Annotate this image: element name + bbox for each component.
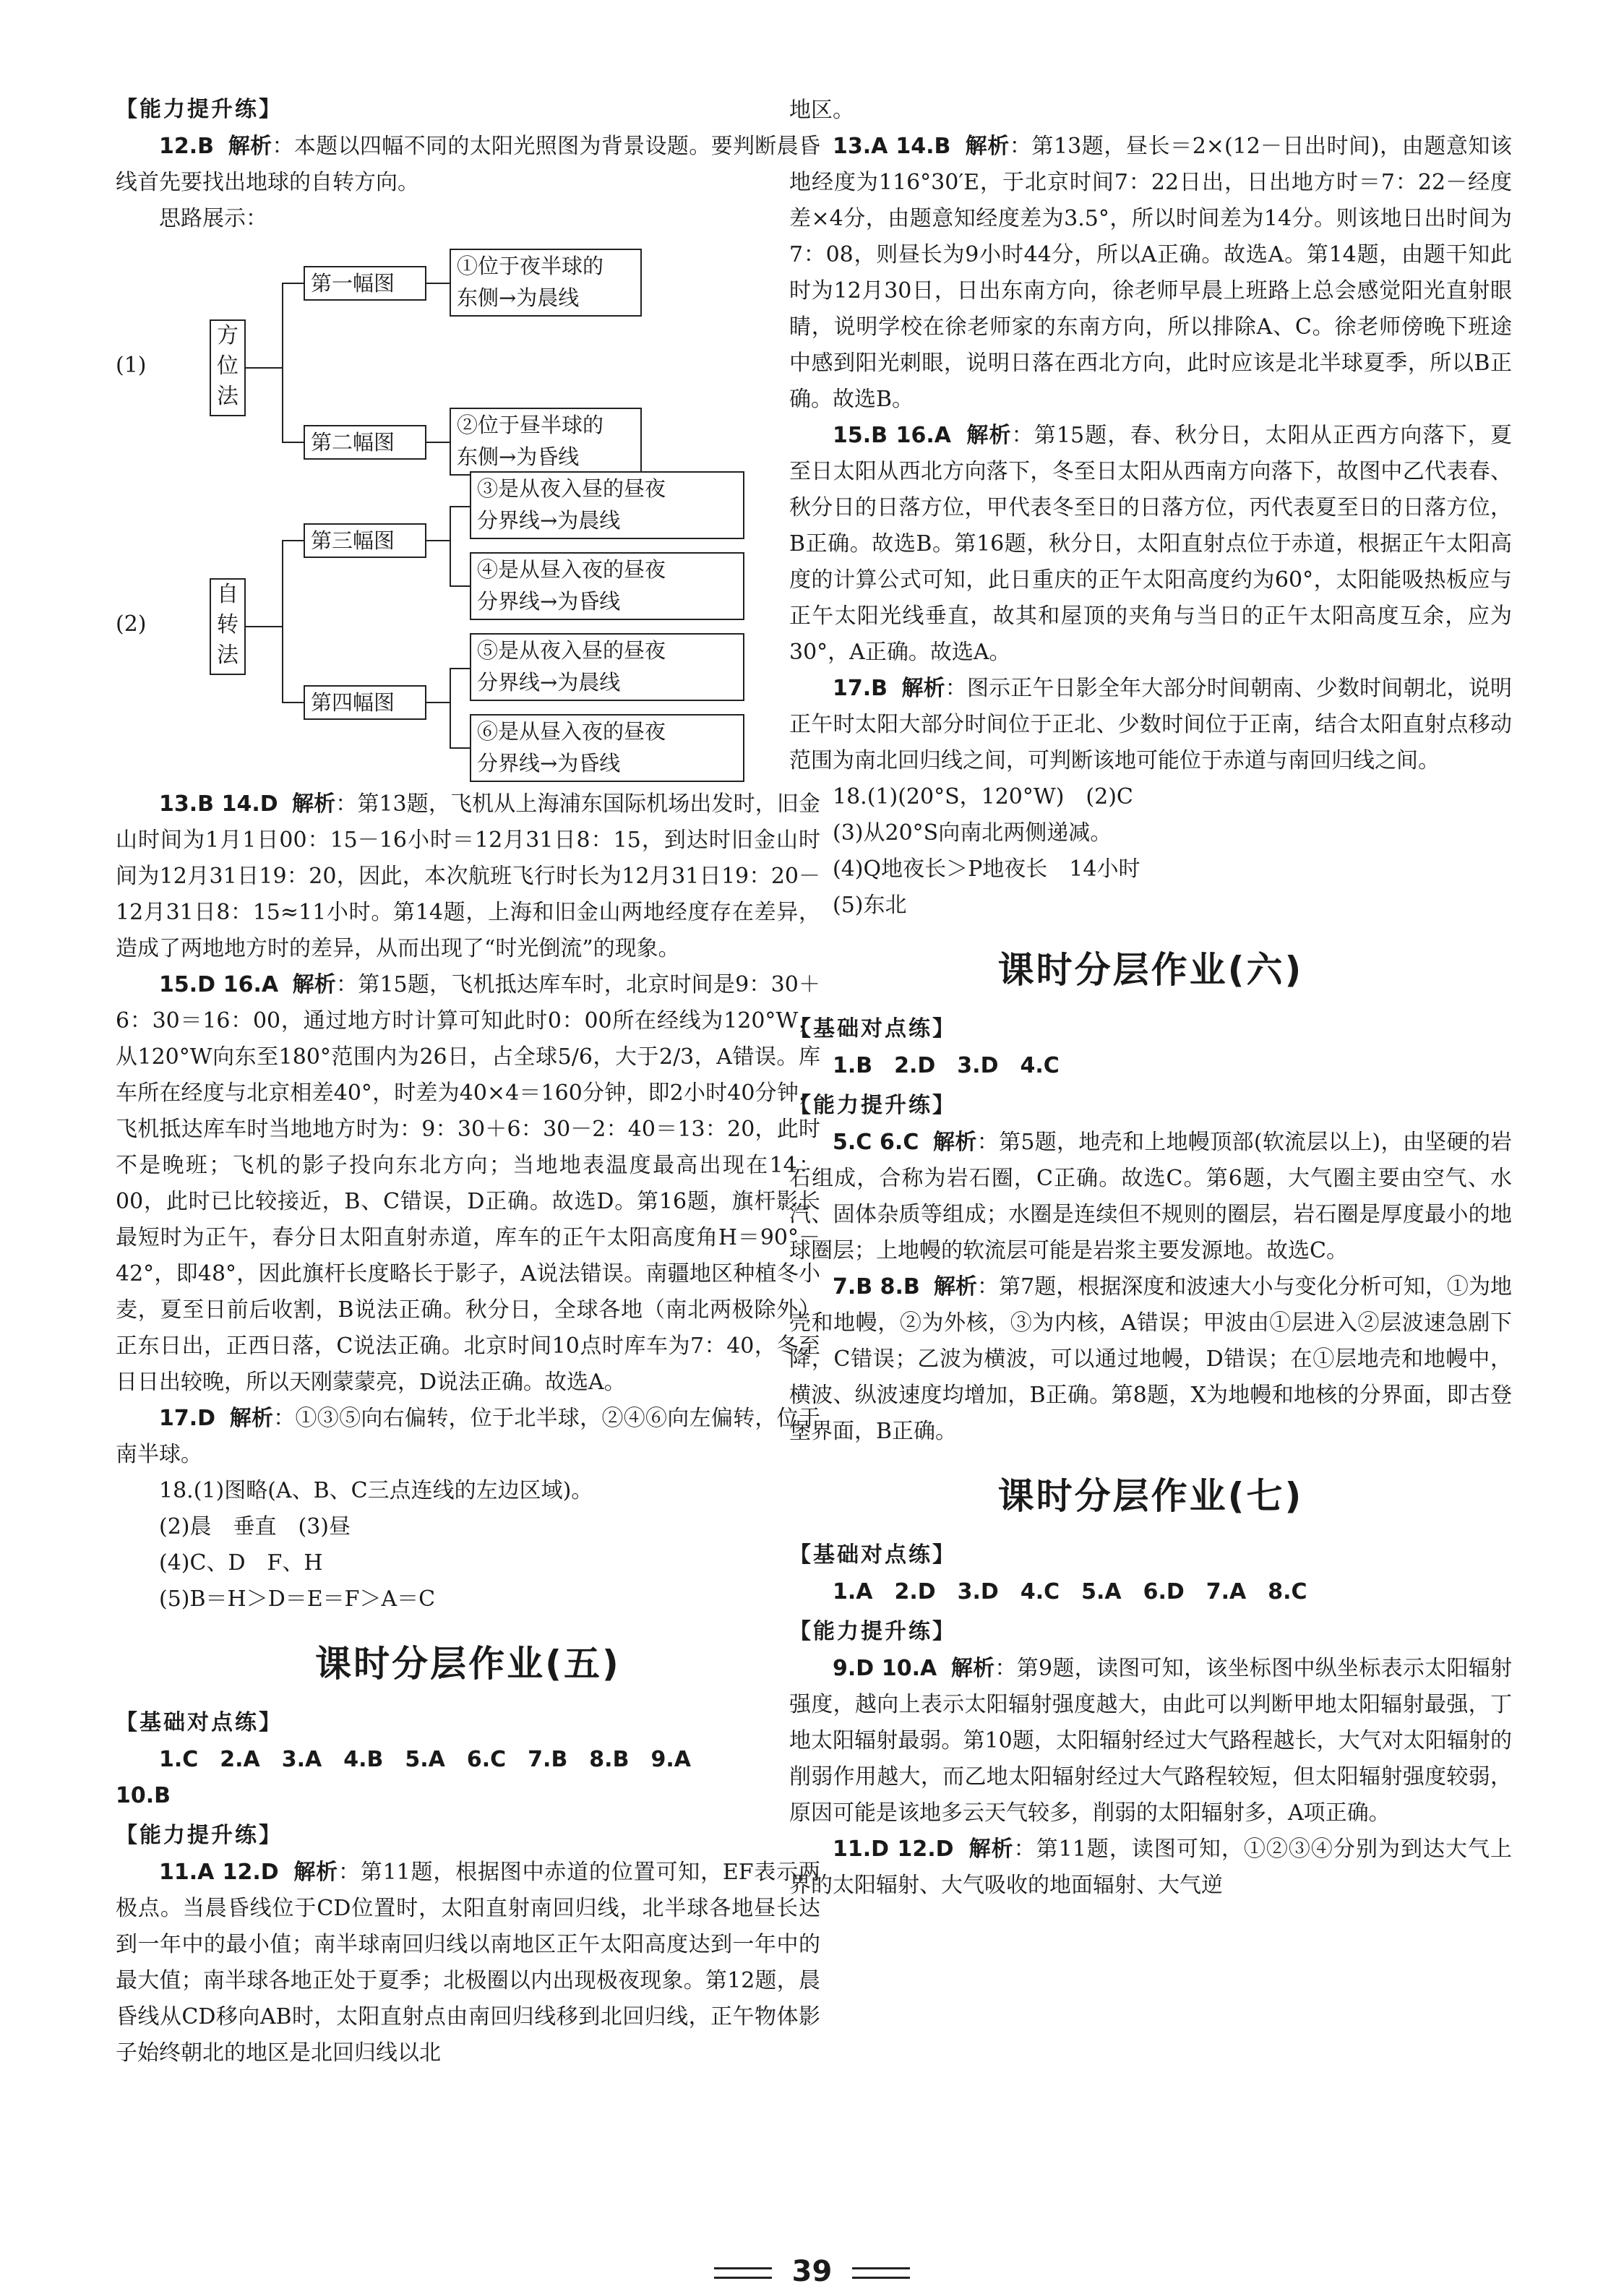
analysis-label: 解析	[933, 1130, 977, 1155]
section-heading: 【能力提升练】	[116, 97, 283, 122]
answer-number: 7.B 8.B	[833, 1274, 920, 1299]
answer-text: ：第11题，根据图中赤道的位置可知，EF表示两极点。当晨昏线位于CD位置时，太阳直射南回归线，北半球各地昼长达到一年中的最小值；南半球南回归线以南地区正午太阳高度达到一年中的最大值；南半球各地正处于夏季；北极圈以内出现极夜现象。第12题，晨昏线从CD移向AB时，太阳直射点由南回归线移到北回归线，正午物体影子始终朝北的地区是北回归线以北	[116, 1860, 821, 2066]
answer-11-12	[116, 1855, 820, 2071]
answer-number: 17.D	[159, 1406, 216, 1431]
answer-number: 13.A 14.B	[833, 134, 951, 159]
result-6-line-1: ⑥是从昼入夜的昼夜	[477, 719, 666, 744]
basic-answers-5-cont: 10.B	[116, 1783, 171, 1808]
answer-13-14	[789, 129, 1512, 418]
answer-18-3: (3)从20°S向南北两侧递减。	[833, 820, 1112, 846]
result-1-line-2: 东侧→为晨线	[457, 285, 580, 310]
result-1-box	[450, 249, 642, 317]
figure-2-box: 第二幅图	[304, 425, 426, 460]
figure-1-box: 第一幅图	[304, 266, 426, 301]
footer-rule-right	[852, 2267, 910, 2279]
analysis-label: 解析	[293, 1860, 338, 1885]
analysis-label: 解析	[291, 791, 336, 817]
analysis-label: 解析	[229, 1406, 274, 1431]
basic-answers-6: 1.B 2.D 3.D 4.C	[833, 1053, 1060, 1078]
answer-9-10	[789, 1651, 1512, 1831]
figure-3-box: 第三幅图	[304, 523, 426, 558]
answer-13-14	[116, 786, 820, 967]
method-2-name: 自转法	[217, 582, 239, 668]
continued-text: 地区。	[789, 98, 854, 123]
section-heading: 【基础对点练】	[116, 1710, 283, 1735]
section-heading: 【基础对点练】	[789, 1542, 956, 1568]
method-2-box	[210, 578, 246, 675]
answer-18-5: (5)B＝H＞D＝E＝F＞A＝C	[159, 1586, 436, 1612]
result-5-line-1: ⑤是从夜入昼的昼夜	[477, 638, 666, 663]
analysis-label: 解析	[950, 1656, 995, 1681]
result-1-line-1: ①位于夜半球的	[457, 254, 604, 278]
analysis-label: 解析	[968, 1837, 1014, 1862]
answer-17	[789, 671, 1512, 779]
basic-answers-5: 1.C 2.A 3.A 4.B 5.A 6.C 7.B 8.B 9.A	[159, 1747, 691, 1772]
answer-text: ：第7题，根据深度和波速大小与变化分析可知，①为地壳和地幔，②为外核，③为内核，A错误；甲波由①层进入②层波速急剧下降，C错误；乙波为横波，可以通过地幔，D错误；在①层地壳和地幔中，横波、纵波速度均增加，B正确。第8题，X为地幔和地核的分界面，即古登堡界面，B正确。	[789, 1274, 1513, 1444]
answer-12	[116, 129, 820, 201]
result-4-line-2: 分界线→为昏线	[477, 589, 621, 614]
section-heading: 【能力提升练】	[789, 1619, 956, 1644]
answer-18-1: 18.(1)(20°S，120°W) (2)C	[833, 784, 1133, 809]
analysis-label: 解析	[933, 1274, 977, 1299]
section-heading: 【基础对点练】	[789, 1016, 956, 1041]
method-diagram	[116, 241, 820, 776]
answer-text: ：第13题，昼长＝2×(12－日出时间)，由题意知该地经度为116°30′E，于北京时间7：22日出，日出地方时＝7：22－经度差×4分，由题意知经度差为3.5°，所以时间差为14分。则该地日出时间为7：08，则昼长为9小时44分，所以A正确。故选A。第14题，由题干知此时为12月30日，日出东南方向，徐老师早晨上班路上总会感觉阳光直射眼睛，说明学校在徐老师家的东南方向，所以排除A、C。徐老师傍晚下班途中感到阳光刺眼，说明日落在西北方向，此时应该是北半球夏季，所以B正确。故选B。	[789, 134, 1512, 412]
answer-11-12	[789, 1831, 1512, 1904]
figure-4-box: 第四幅图	[304, 685, 426, 720]
answer-18-5: (5)东北	[833, 893, 907, 918]
result-6-box	[470, 714, 744, 782]
lesson-title-7: 课时分层作业(七)	[997, 1475, 1304, 1517]
answer-18-1: 18.(1)图略(A、B、C三点连线的左边区域)。	[159, 1478, 593, 1503]
analysis-label: 解析	[901, 676, 945, 701]
answer-text: ：第9题，读图可知，该坐标图中纵坐标表示太阳辐射强度，越向上表示太阳辐射强度越大，由此可以判断甲地太阳辐射最强，丁地太阳辐射最弱。第10题，太阳辐射经过大气路程越长，大气对太阳辐射的削弱作用越大，而乙地太阳辐射经过大气路程较短，但太阳辐射强度较弱，原因可能是该地多云天气较多，削弱的太阳辐射多，A项正确。	[789, 1656, 1512, 1826]
answer-18-4: (4)C、D F、H	[159, 1550, 323, 1576]
method-2-label: (2)	[116, 611, 147, 637]
answer-text: ：第15题，飞机抵达库车时，北京时间是9：30＋6：30＝16：00，通过地方时计算可知此时0：00所在经线为120°W，从120°W向东至180°范围内为26日，占全球5/6，大于2/3，A错误。库车所在经度与北京相差40°，时差为40×4＝160分钟，即2小时40分钟，飞机抵达库车时当地地方时为：9：30＋6：30－2：40＝13：20，此时不是晚班；飞机的影子投向东北方向；当地地表温度最高出现在14：00，此时已比较接近，B、C错误，D正确。故选D。第16题，旗杆影长最短时为正午，春分日太阳直射赤道，库车的正午太阳高度角H＝90°－42°，即48°，因此旗杆长度略长于影子，A说法错误。南疆地区种植冬小麦，夏至日前后收割，B说法正确。秋分日，全球各地（南北两极除外）正东日出，正西日落，C说法正确。北京时间10点时库车为7：40，冬至日日出较晚，所以天刚蒙蒙亮，D说法正确。故选A。	[116, 972, 821, 1395]
answer-text: ：第13题，飞机从上海浦东国际机场出发时，旧金山时间为1月1日00：15－16小时＝12月31日8：15，到达时旧金山时间为12月31日19：20，因此，本次航班飞行时长为12月31日19：20－12月31日8：15≈11小时。第14题，上海和旧金山两地经度存在差异，造成了两地地方时的差异，从而出现了“时光倒流”的现象。	[116, 791, 820, 961]
answer-15-16	[116, 967, 820, 1401]
result-2-box	[450, 408, 642, 476]
answer-17	[116, 1401, 820, 1473]
answer-7-8	[789, 1269, 1512, 1450]
method-1-box	[210, 319, 246, 416]
method-1-label: (1)	[116, 353, 147, 378]
answer-number: 11.D 12.D	[833, 1837, 954, 1862]
left-column	[116, 88, 820, 2071]
answer-number: 11.A 12.D	[159, 1860, 279, 1885]
footer-rule-left	[714, 2267, 772, 2279]
answer-text: ：第15题，春、秋分日，太阳从正西方向落下，夏至日太阳从西北方向落下，冬至日太阳从西南方向落下，故图中乙代表春、秋分日的日落方位，甲代表冬至日的日落方位，丙代表夏至日的日落方位，B正确。故选B。第16题，秋分日，太阳直射点位于赤道，根据正午太阳高度的计算公式可知，此日重庆的正午太阳高度约为60°，太阳能吸热板应与正午太阳光线垂直，故其和屋顶的夹角与当日的正午太阳高度互余，应为30°，A正确。故选A。	[789, 423, 1512, 665]
analysis-label: 解析	[966, 423, 1012, 448]
answer-number: 5.C 6.C	[833, 1130, 919, 1155]
lesson-title-6: 课时分层作业(六)	[997, 949, 1304, 991]
answer-number: 15.B 16.A	[833, 423, 951, 448]
answer-15-16	[789, 418, 1512, 671]
lesson-title-5: 课时分层作业(五)	[315, 1643, 621, 1685]
answer-text: ：本题以四幅不同的太阳光照图为背景设题。要判断晨昏线首先要找出地球的自转方向。	[116, 134, 821, 195]
answer-18-4: (4)Q地夜长＞P地夜长 14小时	[833, 856, 1140, 882]
result-4-line-1: ④是从昼入夜的昼夜	[477, 557, 666, 582]
answer-18-2: (2)晨 垂直 (3)昼	[159, 1514, 351, 1539]
page-footer	[0, 2255, 1624, 2288]
basic-answers-7: 1.A 2.D 3.D 4.C 5.A 6.D 7.A 8.C	[833, 1579, 1307, 1604]
answer-number: 9.D 10.A	[833, 1656, 937, 1681]
result-6-line-2: 分界线→为昏线	[477, 751, 621, 776]
result-5-box	[470, 633, 744, 701]
answer-text: ：第5题，地壳和上地幔顶部(软流层以上)，由坚硬的岩石组成，合称为岩石圈，C正确。故选C。第6题，大气圈主要由空气、水汽、固体杂质等组成；水圈是连续但不规则的圈层，岩石圈是厚度最小的地球圈层；上地幔的软流层可能是岩浆主要发源地。故选C。	[789, 1130, 1513, 1263]
answer-text: ：图示正午日影全年大部分时间朝南、少数时间朝北，说明正午时太阳大部分时间位于正北、少数时间位于正南，结合太阳直射点移动范围为南北回归线之间，可判断该地可能位于赤道与南回归线之间。	[789, 676, 1513, 773]
result-3-line-2: 分界线→为晨线	[477, 508, 621, 533]
right-column	[789, 93, 1512, 1904]
answer-number: 17.B	[833, 676, 888, 701]
idea-label: 思路展示：	[159, 206, 267, 231]
analysis-label: 解析	[292, 972, 337, 997]
method-1-name: 方位法	[217, 323, 239, 409]
result-3-box	[470, 471, 744, 539]
analysis-label: 解析	[965, 134, 1010, 159]
analysis-label: 解析	[228, 134, 272, 159]
answer-number: 13.B 14.D	[159, 791, 278, 817]
result-3-line-1: ③是从夜入昼的昼夜	[477, 476, 666, 501]
answer-number: 12.B	[159, 134, 215, 159]
result-4-box	[470, 552, 744, 620]
section-heading: 【能力提升练】	[789, 1093, 956, 1118]
result-2-line-2: 东侧→为昏线	[457, 444, 580, 469]
page-number: 39	[791, 2255, 833, 2288]
answer-5-6	[789, 1125, 1512, 1269]
answer-number: 15.D 16.A	[159, 972, 279, 997]
answer-text: ：第11题，读图可知，①②③④分别为到达大气上界的太阳辐射、大气吸收的地面辐射、大气逆	[789, 1837, 1512, 1898]
result-5-line-2: 分界线→为晨线	[477, 670, 621, 695]
answer-text: ：①③⑤向右偏转，位于北半球，②④⑥向左偏转，位于南半球。	[116, 1406, 820, 1467]
result-2-line-1: ②位于昼半球的	[457, 413, 604, 437]
section-heading: 【能力提升练】	[116, 1823, 283, 1848]
